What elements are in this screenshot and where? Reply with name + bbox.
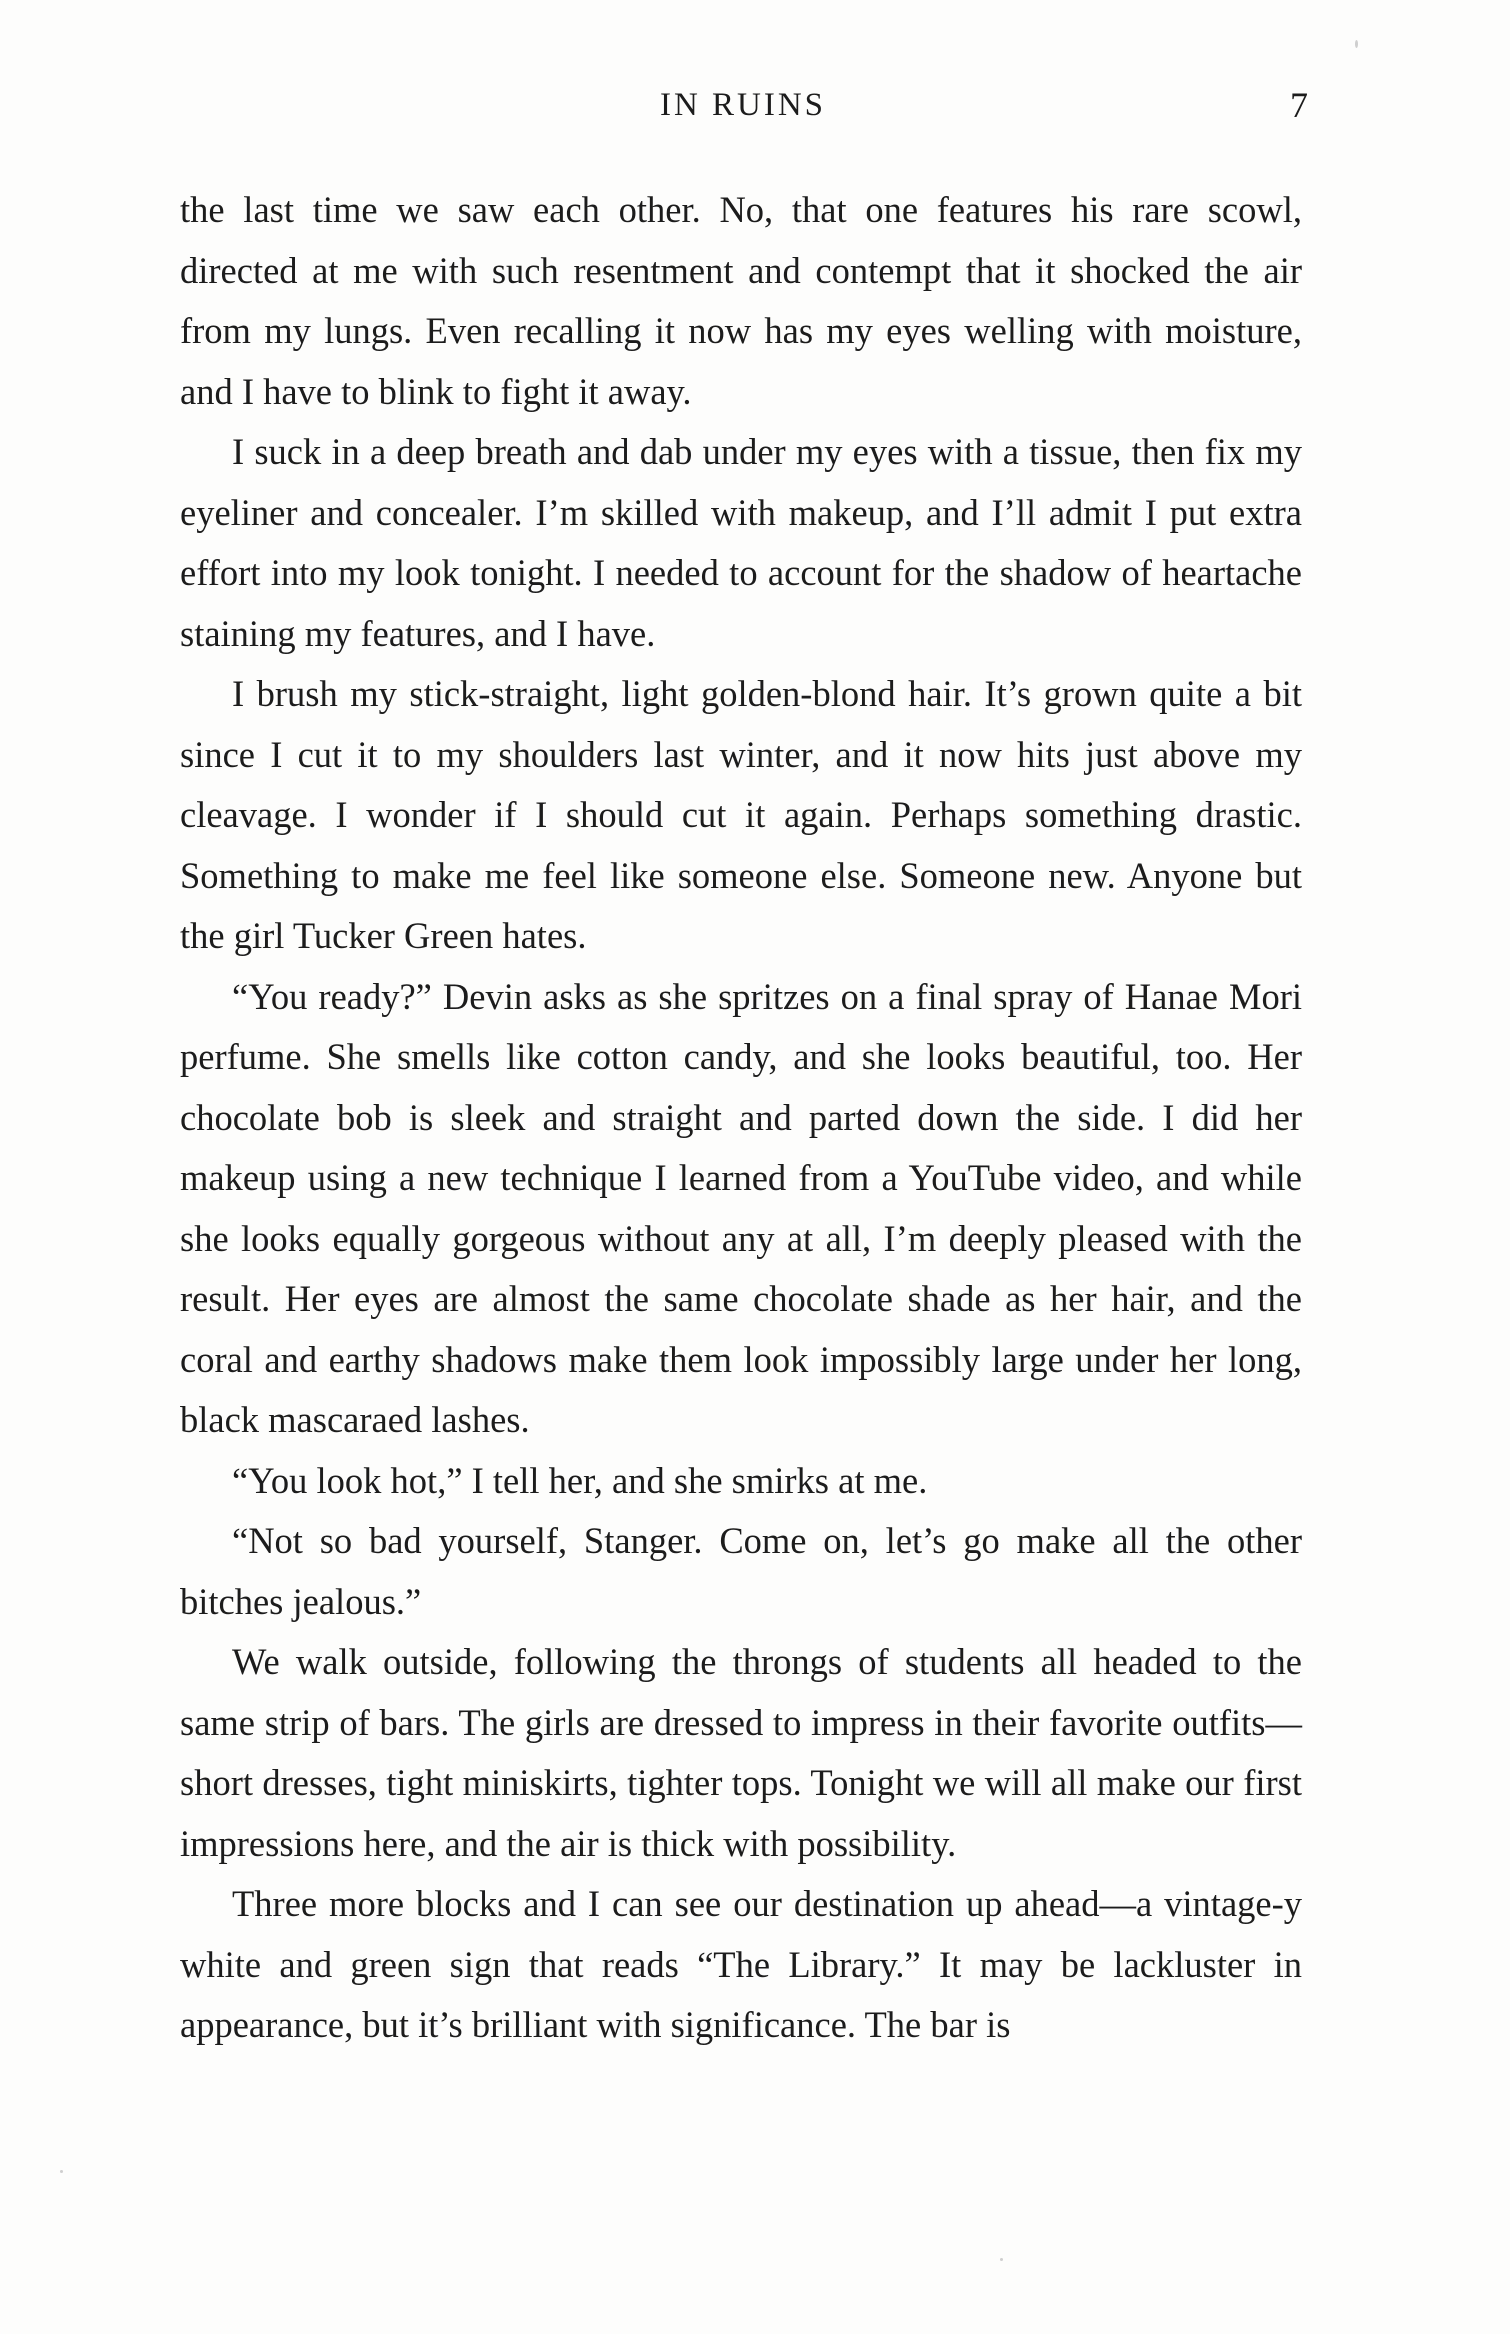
paragraph-7: We walk outside, following the throngs of students all headed to the same strip of bars. The girls are dressed to impress in their favorite outfits—short dresses, tight miniskirts, tighter tops. Tonight we will all make our first impressions here, and the air is thick with possibility. — [180, 1641, 1302, 1864]
paper-speck — [60, 2170, 63, 2173]
paragraph-3: I brush my stick-straight, light golden-blond hair. It’s grown quite a bit since I cut it to my shoulders last winter, and it now hits just above my cleavage. I wonder if I should cut it again. Perhaps something drastic. Something to make me feel like someone else. Someone new. Anyone but the girl Tucker Green hates. — [180, 673, 1302, 956]
running-head — [178, 80, 1308, 130]
paragraph-5: “You look hot,” I tell her, and she smirks at me. — [232, 1459, 928, 1501]
body-text — [180, 180, 1302, 2056]
paragraph-1: the last time we saw each other. No, that one features his rare scowl, directed at me with such resentment and contempt that it shocked the air from my lungs. Even recalling it now has my eyes welling with moisture, and I have to blink to fight it away. — [180, 189, 1302, 412]
paragraph-8: Three more blocks and I can see our destination up ahead—a vintage-y white and green sign that reads “The Library.” It may be lackluster in appearance, but it’s brilliant with significance. The bar is — [180, 1883, 1302, 2045]
paper-speck — [1355, 40, 1358, 48]
paper-speck — [1000, 2258, 1003, 2261]
paragraph-4: “You ready?” Devin asks as she spritzes on a final spray of Hanae Mori perfume. She smells like cotton candy, and she looks beautiful, too. Her chocolate bob is sleek and straight and parted down the side. I did her makeup using a new technique I learned from a YouTube video, and while she looks equally gorgeous without any at all, I’m deeply pleased with the result. Her eyes are almost the same chocolate shade as her hair, and the coral and earthy shadows make them look impossibly large under her long, black mascaraed lashes. — [180, 975, 1302, 1440]
paragraph-2: I suck in a deep breath and dab under my eyes with a tissue, then fix my eyeliner and concealer. I’m skilled with makeup, and I’ll admit I put extra effort into my look tonight. I needed to account for the shadow of heartache staining my features, and I have. — [180, 431, 1302, 654]
paragraph-6: “Not so bad yourself, Stanger. Come on, let’s go make all the other bitches jealous.” — [180, 1520, 1302, 1622]
page-number: 7 — [1290, 85, 1308, 125]
running-head-title: IN RUINS — [659, 87, 827, 123]
